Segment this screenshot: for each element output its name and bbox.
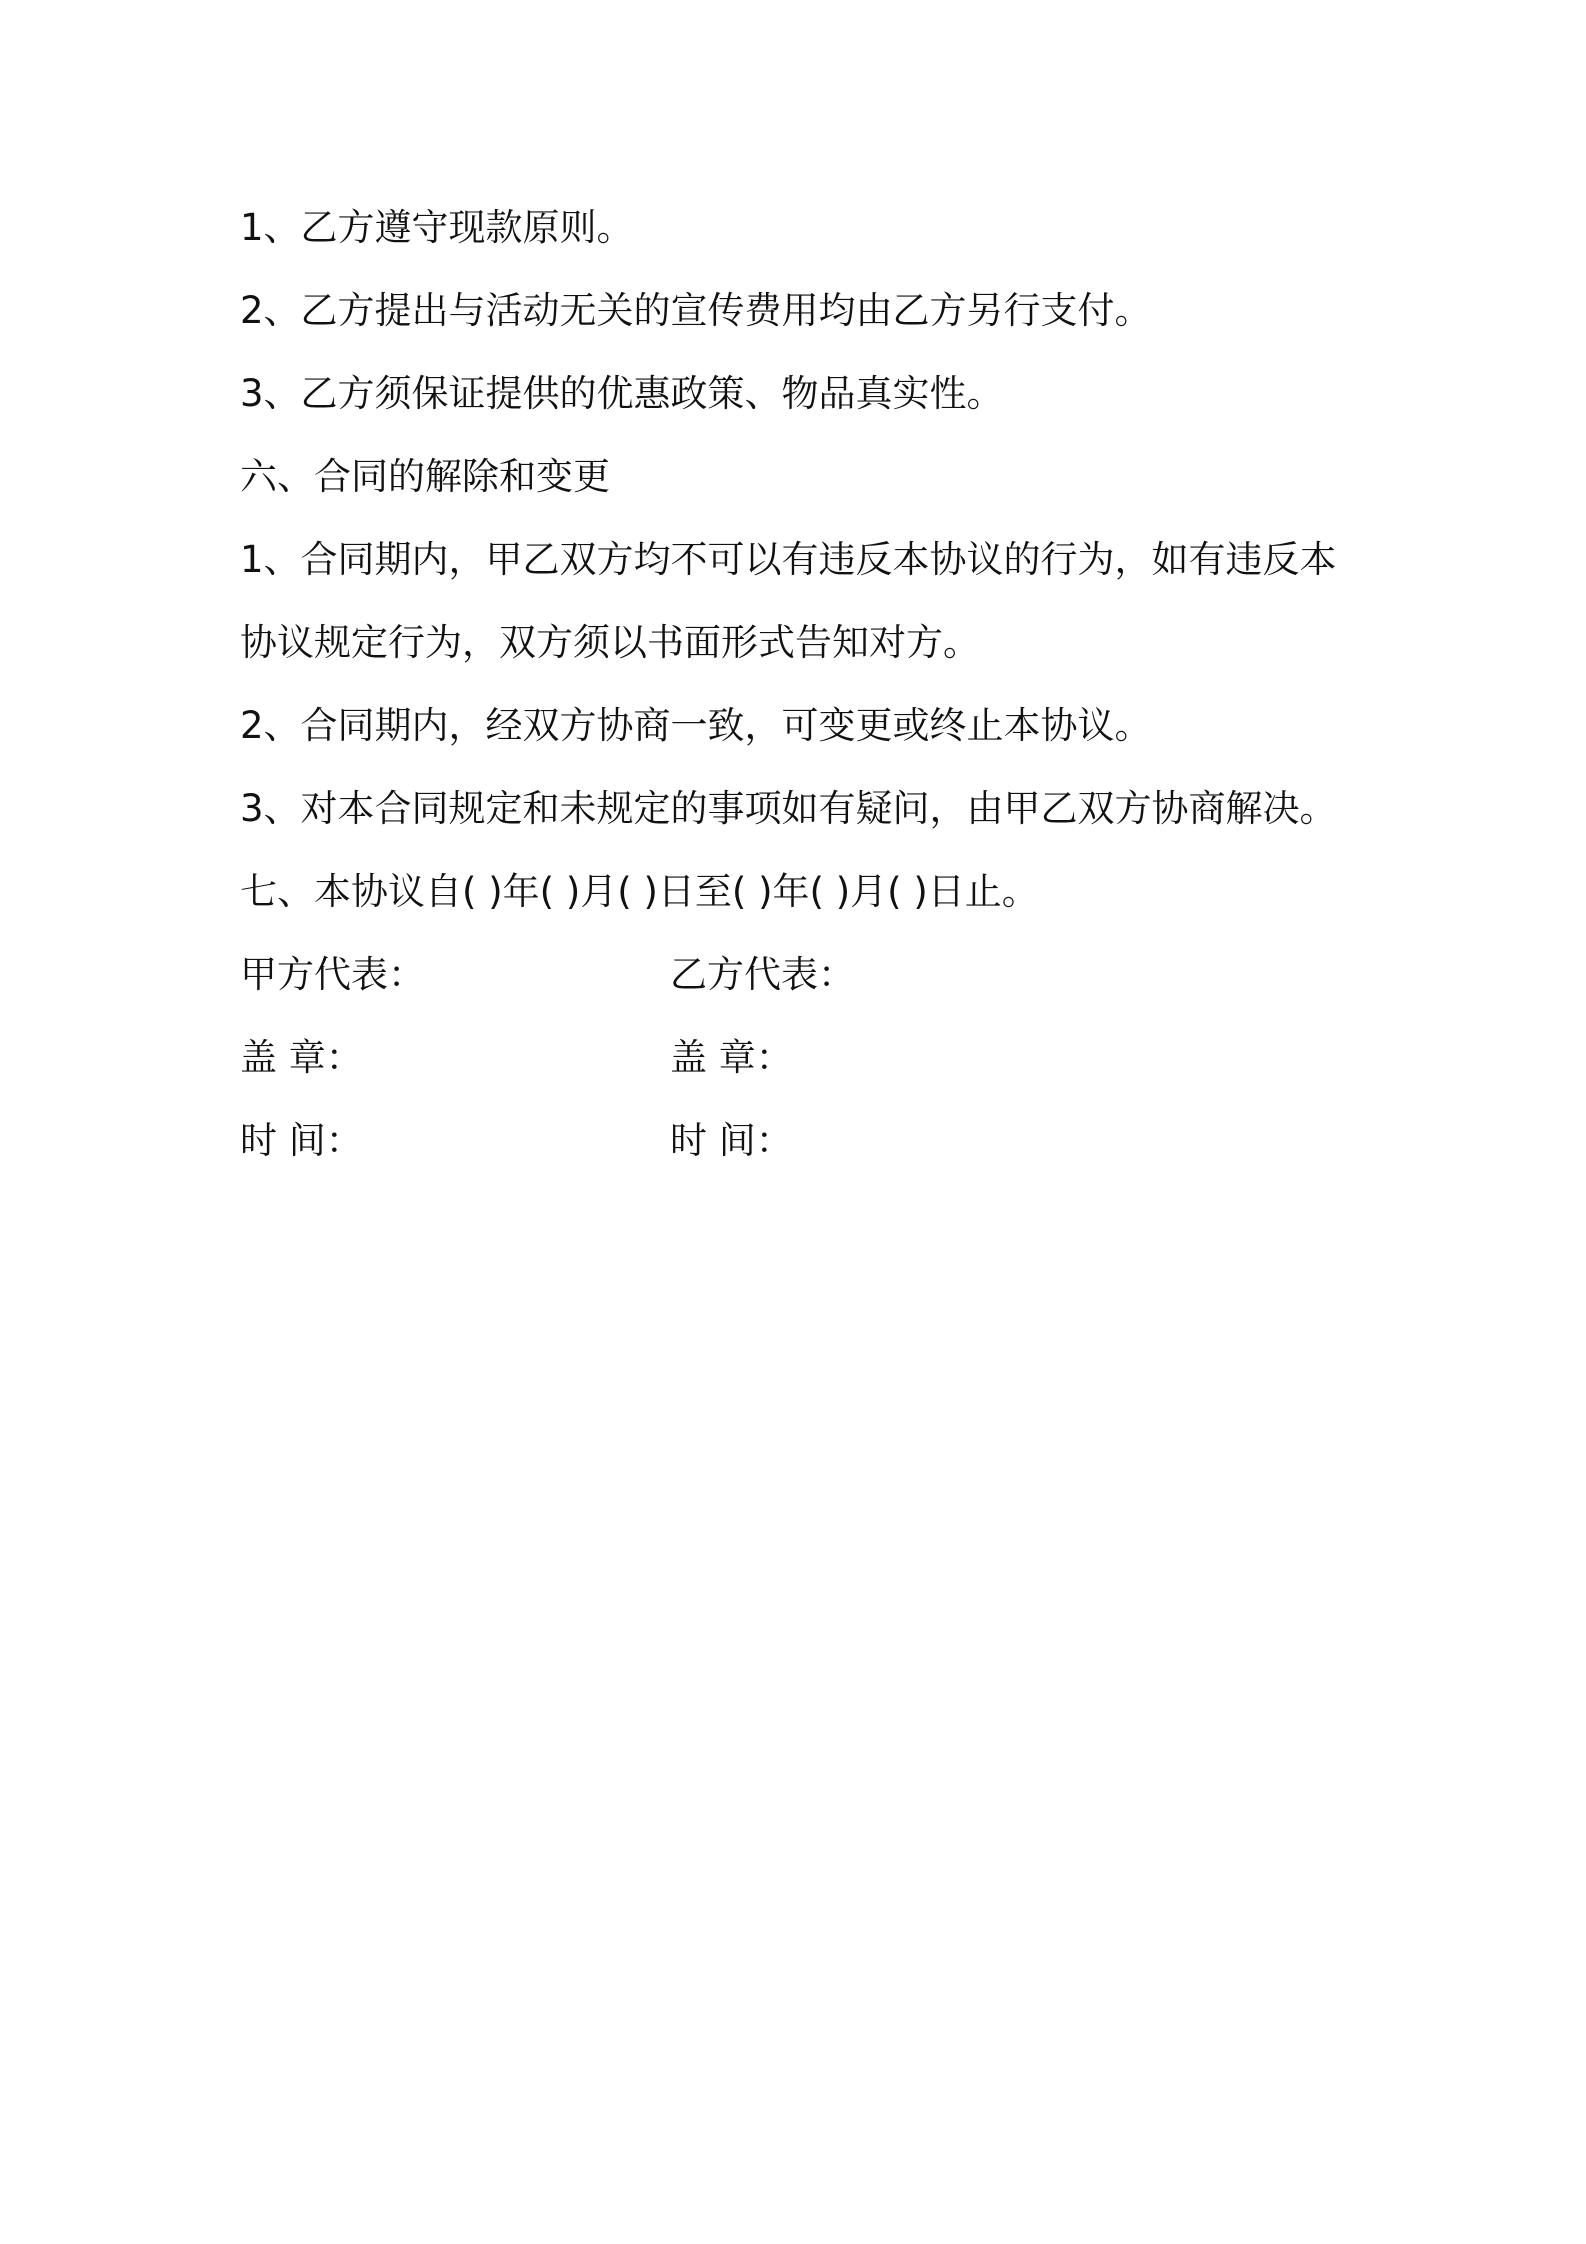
party-a-representative-label: 甲方代表： [240, 953, 425, 996]
clause-b2: 2、乙方提出与活动无关的宣传费用均由乙方另行支付。 [240, 289, 1152, 332]
clause-six-3: 3、对本合同规定和未规定的事项如有疑问，由甲乙双方协商解决。 [240, 787, 1337, 830]
signature-row-representative [240, 953, 1140, 997]
clause-b1: 1、乙方遵守现款原则。 [240, 206, 634, 249]
party-a-seal-label: 盖 章： [240, 1036, 363, 1079]
clause-six-2: 2、合同期内，经双方协商一致，可变更或终止本协议。 [240, 704, 1152, 747]
party-b-seal-label: 盖 章： [670, 1036, 793, 1079]
clause-six-1-line1: 1、合同期内，甲乙双方均不可以有违反本协议的行为，如有违反本 [240, 538, 1337, 581]
party-a-time-label: 时 间： [240, 1119, 363, 1162]
section-seven-term: 七、本协议自( )年( )月( )日至( )年( )月( )日止。 [240, 870, 1039, 913]
section-heading-six: 六、合同的解除和变更 [240, 455, 610, 498]
clause-six-1-line2: 协议规定行为，双方须以书面形式告知对方。 [240, 621, 980, 664]
signature-row-seal [240, 1036, 1140, 1080]
party-b-representative-label: 乙方代表： [670, 953, 855, 996]
signature-row-time [240, 1119, 1140, 1163]
clause-b3: 3、乙方须保证提供的优惠政策、物品真实性。 [240, 372, 1004, 415]
party-b-time-label: 时 间： [670, 1119, 793, 1162]
